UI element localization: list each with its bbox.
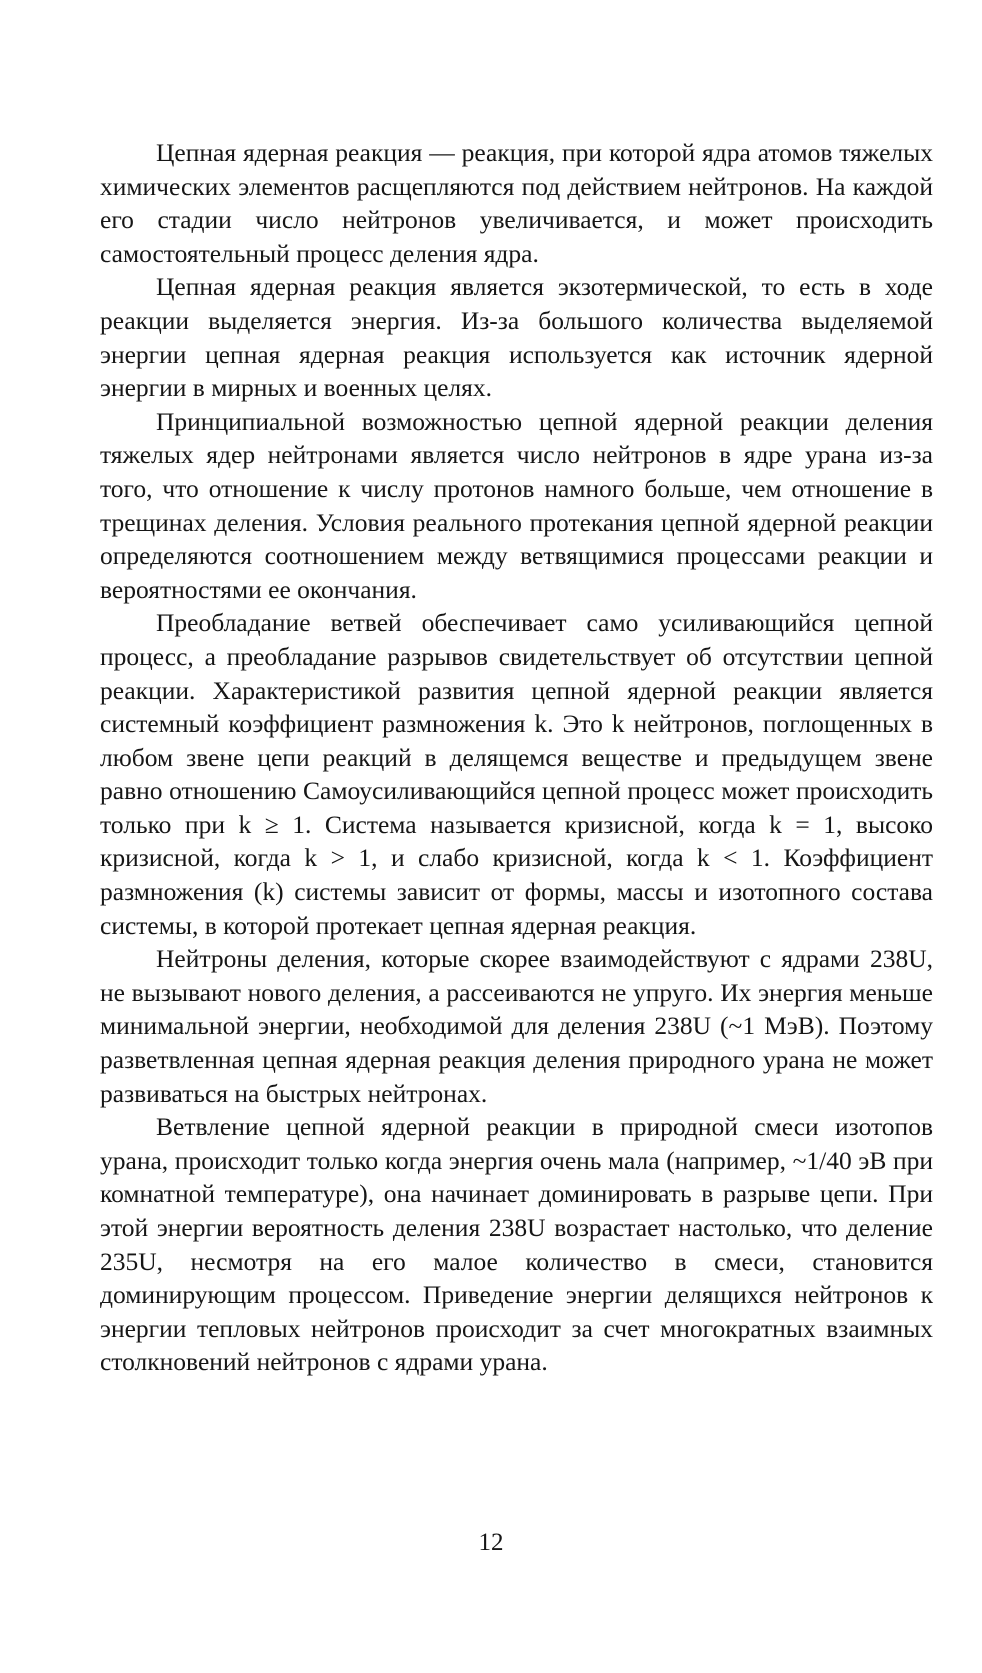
paragraph-fission-conditions: Принципиальной возможностью цепной ядерной реакции деления тяжелых ядер нейтронами является число нейтронов в ядре урана из-за того, что отношение к числу протонов намного больше, чем отношение в трещинах деления. Условия реального протекания цепной ядерной реакции определяются соотношением между ветвящимися процессами реакции и вероятностями ее окончания.: [100, 406, 933, 604]
paragraph-thermal-neutrons: Ветвление цепной ядерной реакции в природной смеси изотопов урана, происходит только когда энергия очень мала (например, ~1/40 эВ при комнатной температуре), она начинает доминировать в разрыве цепи. При этой энергии вероятность деления 238U возрастает настолько, что деление 235U, несмотря на его малое количество в смеси, становится доминирующим процессом. Приведение энергии делящихся нейтронов к энергии тепловых нейтронов происходит за счет многократных взаимных столкновений нейтронов с ядрами урана.: [100, 1112, 933, 1377]
body-text: [100, 136, 933, 1379]
paragraph-multiplication-factor: Преобладание ветвей обеспечивает само усиливающийся цепной процесс, а преобладание разрывов свидетельствует об отсутствии цепной реакции. Характеристикой развития цепной ядерной реакции является системный коэффициент размножения k. Это k нейтронов, поглощенных в любом звене цепи реакций в делящемся веществе и предыдущем звене равно отношению Самоусиливающийся цепной процесс может происходить только при k ≥ 1. Система называется кризисной, когда k = 1, высоко кризисной, когда k > 1, и слабо кризисной, когда k < 1. Коэффициент размножения (k) системы зависит от формы, массы и изотопного состава системы, в которой протекает цепная ядерная реакция.: [100, 608, 933, 940]
page-number: 12: [478, 1529, 504, 1556]
paragraph-fast-neutrons: Нейтроны деления, которые скорее взаимодействуют с ядрами 238U, не вызывают нового деления, а рассеиваются не упруго. Их энергия меньше минимальной энергии, необходимой для деления 238U (~1 МэВ). Поэтому разветвленная цепная ядерная реакция деления природного урана не может развиваться на быстрых нейтронах.: [100, 944, 933, 1108]
paragraph-chain-reaction-definition: Цепная ядерная реакция — реакция, при которой ядра атомов тяжелых химических элементов расщепляются под действием нейтронов. На каждой его стадии число нейтронов увеличивается, и может происходить самостоятельный процесс деления ядра.: [100, 138, 933, 268]
paragraph-exothermic: Цепная ядерная реакция является экзотермической, то есть в ходе реакции выделяется энергия. Из-за большого количества выделяемой энергии цепная ядерная реакция используется как источник ядерной энергии в мирных и военных целях.: [100, 272, 933, 403]
